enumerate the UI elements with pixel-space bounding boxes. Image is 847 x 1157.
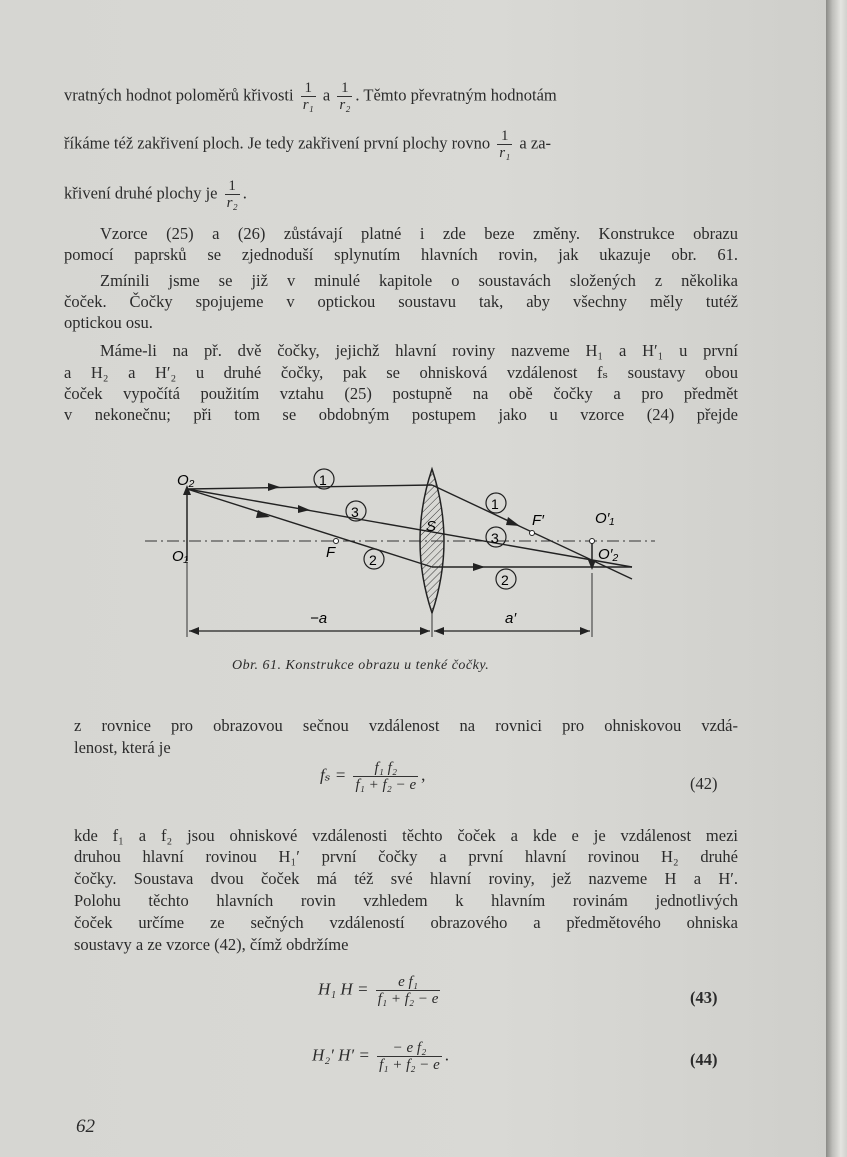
label-minus-a: −a [310, 610, 328, 627]
paragraph-2-line-2: čoček. Čočky spojujeme v optickou soustavu tak, aby všechny měly tutéž [64, 292, 738, 311]
paragraph-4-line-1: z rovnice pro obrazovou sečnou vzdálenost na rovnici pro ohniskovou vzdá- [74, 716, 738, 735]
label-O2: O₂ [177, 472, 195, 489]
denominator: r₁ [499, 145, 511, 161]
fraction-1-over-r2 [337, 80, 352, 113]
eq-numerator: e f₁ [398, 974, 418, 990]
ray-3-label-right: 3 [491, 530, 499, 546]
numerator: 1 [304, 80, 312, 96]
label-a-prime: a′ [505, 610, 517, 627]
paragraph-2-line-3: optickou osu. [64, 313, 153, 332]
fraction-1-over-r1 [301, 80, 316, 113]
text-span: . Těmto převratným hodnotám [355, 85, 557, 105]
paragraph-1-line-1: Vzorce (25) a (26) zůstávají platné i zde beze změny. Konstrukce obrazu [100, 224, 738, 243]
ray-2-label-right: 2 [501, 572, 509, 588]
numerator: 1 [228, 178, 236, 194]
equation-43 [318, 974, 443, 1007]
eq-denominator: f₁ + f₂ − e [377, 991, 439, 1007]
paragraph-5-line-1: kde f₁ a f₂ jsou ohniskové vzdálenosti těchto čoček a kde e je vzdálenost mezi [74, 826, 738, 845]
eq-fraction [353, 760, 418, 793]
figure-caption: Obr. 61. Konstrukce obrazu u tenké čočky. [232, 658, 490, 673]
paragraph-2-line-1: Zmínili jsme se již v minulé kapitole o soustavách složených z několika [100, 271, 738, 290]
paragraph-5-line-2: druhou hlavní rovinou H₁′ první čočky a první hlavní rovinou H₂ druhé [74, 847, 738, 866]
ray-2-in [187, 489, 432, 567]
paragraph-3-line-2: a H₂ a H′₂ u druhé čočky, pak se ohnisková vzdálenost fₛ soustavy obou [64, 363, 738, 382]
text-span: a za- [519, 133, 552, 153]
eq-denominator: f₁ + f₂ − e [379, 1057, 440, 1073]
fraction-1-over-r2 [225, 178, 240, 211]
equation-42 [320, 760, 425, 793]
dimension-arrowhead [434, 627, 444, 635]
eq-fraction [376, 974, 441, 1007]
text-line-3: křivení druhé plochy je $\frac{1}{\text{r₂}}$ . [64, 178, 247, 211]
text-span: vratných hodnot poloměrů křivosti [64, 85, 294, 105]
eq-lhs: fₛ = [320, 765, 347, 785]
eq-denominator: f₁ + f₂ − e [355, 777, 417, 793]
numerator: 1 [501, 128, 509, 144]
dimension-arrowhead [420, 627, 430, 635]
ray-1-label-right: 1 [491, 496, 499, 512]
denominator: r₂ [339, 97, 351, 113]
page-binding-edge [826, 0, 847, 1157]
thin-lens [420, 469, 444, 613]
numerator: 1 [341, 80, 349, 96]
ray-arrow [506, 517, 520, 526]
paragraph-3-line-3: čoček vypočítá použitím vztahu (25) postupně na obě čočky a pro předmět [64, 384, 738, 403]
focal-point-F-prime [530, 531, 535, 536]
eq-lhs: H₁ H = [318, 979, 369, 999]
equation-number-43: (43) [690, 988, 718, 1007]
eq-lhs: H₂′ H′ = [312, 1045, 370, 1065]
ray-2-label: 2 [369, 552, 377, 568]
ray-3 [187, 489, 632, 567]
text-span: říkáme též zakřivení ploch. Je tedy zakřivení první plochy rovno [64, 133, 491, 153]
paragraph-4-line-2: lenost, která je [74, 738, 171, 757]
paragraph-3-line-4: v nekonečnu; při tom se obdobným postupem jako u vzorce (24) přejde [64, 405, 738, 424]
ray-3-label: 3 [351, 504, 359, 520]
eq-numerator: f₁ f₂ [374, 760, 398, 776]
point-O1-prime [590, 539, 595, 544]
text-line-1 [64, 80, 557, 113]
paragraph-3-line-1: Máme-li na př. dvě čočky, jejichž hlavní roviny nazveme H₁ a H′₁ u první [100, 341, 738, 360]
ray-arrow [298, 505, 310, 513]
fraction-1-over-r1 [497, 128, 512, 161]
text-span: a [322, 85, 331, 105]
paragraph-1-line-2: pomocí paprsků se zjednoduší splynutím hlavních rovin, jak ukazuje obr. 61. [64, 245, 738, 264]
ray-1-label: 1 [319, 472, 327, 488]
paragraph-5-line-5: čoček určíme ze sečných vzdáleností obrazového a předmětového ohniska [74, 913, 738, 932]
label-O2-prime: O′₂ [598, 546, 619, 563]
equation-number-44: (44) [690, 1050, 718, 1069]
eq-fraction [377, 1040, 442, 1073]
label-O1: O₁ [172, 548, 189, 565]
equation-number-42: (42) [690, 774, 718, 793]
label-F: F [326, 544, 336, 561]
paragraph-5-line-4: Polohu těchto hlavních rovin vzhledem k hlavním rovinám jednotlivých [74, 891, 738, 910]
denominator: r₁ [302, 97, 314, 113]
denominator: r₂ [226, 195, 238, 211]
lens-ray-diagram [140, 455, 670, 655]
paragraph-5-line-3: čočky. Soustava dvou čoček má též své hlavní roviny, jež nazveme H a H′. [74, 869, 738, 888]
focal-point-F [334, 539, 339, 544]
label-F-prime: F′ [532, 512, 544, 529]
label-O1-prime: O′₁ [595, 510, 615, 527]
eq-tail: . [444, 1045, 450, 1065]
ray-arrow [256, 510, 270, 518]
text-span: křivení druhé plochy je [64, 183, 218, 203]
label-S: S [426, 518, 437, 535]
dimension-arrowhead [580, 627, 590, 635]
eq-numerator: − e f₂ [392, 1040, 427, 1056]
text-line-2 [64, 128, 551, 161]
paragraph-5-line-6: soustavy a ze vzorce (42), čímž obdržíme [74, 935, 349, 954]
image-arrowhead [588, 560, 596, 570]
page-number: 62 [76, 1116, 95, 1137]
dimension-arrowhead [189, 627, 199, 635]
eq-tail: , [421, 765, 426, 785]
ray-arrow [473, 563, 485, 571]
ray-1-in [187, 485, 432, 489]
ray-arrow [268, 483, 280, 491]
equation-44 [312, 1040, 449, 1073]
